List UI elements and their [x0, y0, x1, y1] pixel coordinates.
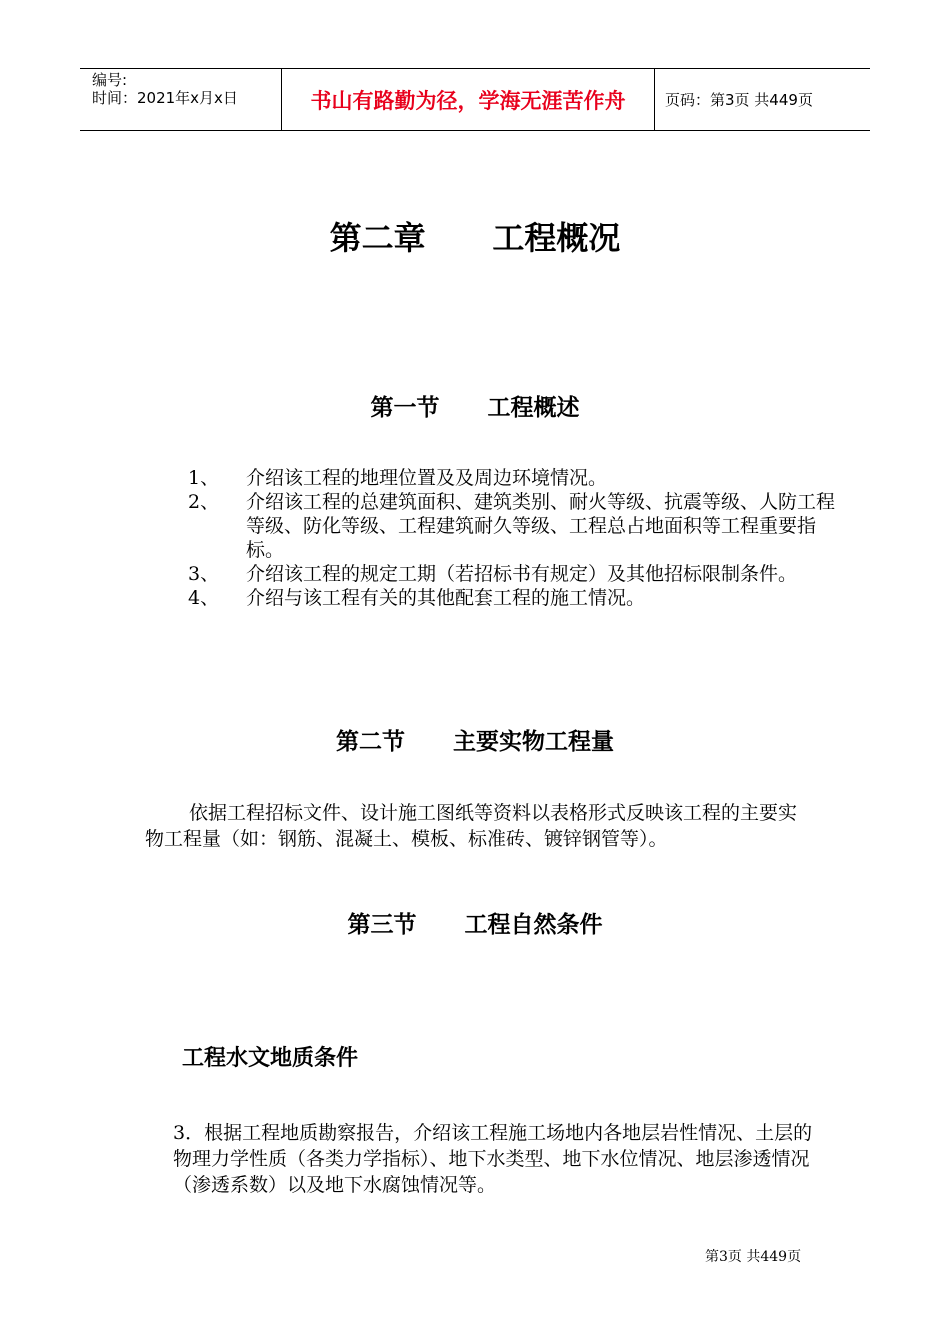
- section-3-subheading: 工程水文地质条件: [182, 1046, 359, 1071]
- list-item-text: 介绍该工程的地理位置及及周边环境情况。: [246, 467, 608, 489]
- list-item: [188, 586, 838, 610]
- section-1-list: [188, 466, 838, 610]
- list-item: [188, 490, 838, 562]
- header-motto: 书山有路勤为径，学海无涯苦作舟: [282, 69, 655, 130]
- list-item-text: 介绍该工程的总建筑面积、建筑类别、耐火等级、抗震等级、人防工程等级、防化等级、工程建筑耐久等级、工程总占地面积等工程重要指标。: [246, 491, 836, 561]
- section-3-paragraph: 3．根据工程地质勘察报告，介绍该工程施工场地内各地层岩性情况、土层的物理力学性质（各类力学指标）、地下水类型、地下水位情况、地层渗透情况（渗透系数）以及地下水腐蚀情况等。: [173, 1122, 813, 1196]
- time-label: 时间：2021年x月x日: [92, 89, 238, 107]
- list-item-number: 3、: [188, 563, 220, 585]
- header-page-info: 页码：第3页 共449页: [665, 91, 813, 109]
- list-item-number: 1、: [188, 467, 220, 489]
- section-3-title: 第三节 工程自然条件: [347, 912, 603, 938]
- list-item-number: 4、: [188, 587, 220, 609]
- list-item: [188, 466, 838, 490]
- number-label: 编号:: [92, 71, 128, 89]
- chapter-title: 第二章 工程概况: [329, 219, 621, 257]
- list-item-text: 介绍该工程的规定工期（若招标书有规定）及其他招标限制条件。: [246, 563, 798, 585]
- list-item-number: 2、: [188, 491, 220, 513]
- list-item: [188, 562, 838, 586]
- section-2-paragraph: 依据工程招标文件、设计施工图纸等资料以表格形式反映该工程的主要实物工程量（如：钢筋、混凝土、模板、标准砖、镀锌钢管等）。: [145, 802, 798, 850]
- page-footer: 第3页 共449页: [705, 1249, 802, 1265]
- list-item-text: 介绍与该工程有关的其他配套工程的施工情况。: [246, 587, 646, 609]
- page-header: [80, 68, 870, 131]
- header-meta: [80, 69, 282, 130]
- section-2-title: 第二节 主要实物工程量: [335, 729, 615, 755]
- section-1-title: 第一节 工程概述: [370, 395, 580, 421]
